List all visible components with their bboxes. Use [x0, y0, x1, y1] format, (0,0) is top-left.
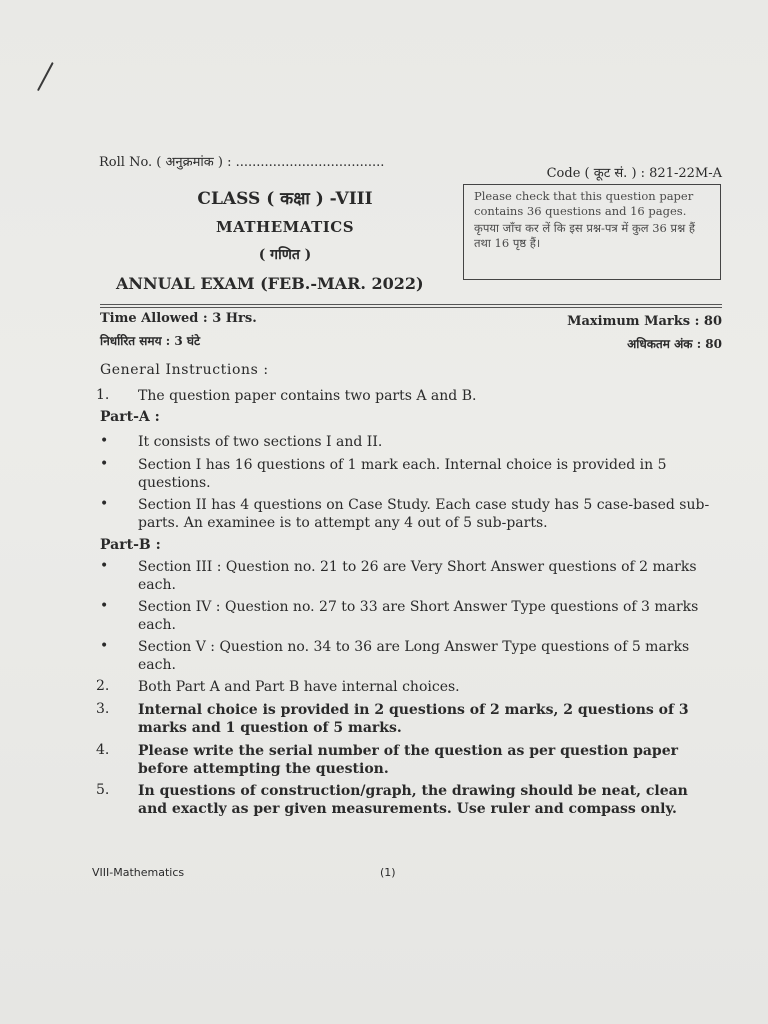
maximum-marks-hindi: अधिकतम अंक : 80 [627, 337, 722, 351]
bullet-marker: • [100, 558, 109, 574]
time-allowed: Time Allowed : 3 Hrs. [100, 311, 257, 326]
question-count-note-box [463, 184, 721, 280]
part-b-heading: Part-B : [100, 537, 161, 553]
footer-subject: VIII-Mathematics [92, 866, 185, 879]
instructions-heading: General Instructions : [100, 362, 269, 378]
note-hindi: कृपया जाँच कर लें कि इस प्रश्न-पत्र में कुल 36 प्रश्न हैं तथा 16 पृष्ठ हैं। [474, 221, 695, 250]
roll-number-line: Roll No. ( अनुक्रमांक ) : .................................... [99, 155, 385, 170]
note-english: Please check that this question paper contains 36 questions and 16 pages. [474, 189, 694, 218]
header-divider-top [100, 304, 722, 305]
bullet-marker: • [100, 456, 109, 472]
instruction-item: Both Part A and Part B have internal choices. [138, 679, 460, 695]
instruction-item: Internal choice is provided in 2 questions of 2 marks, 2 questions of 3 marks and 1 question of 5 marks. [138, 702, 689, 736]
part-a-item: It consists of two sections I and II. [138, 434, 383, 450]
exam-title: ANNUAL EXAM (FEB.-MAR. 2022) [116, 274, 424, 293]
bullet-marker: • [100, 598, 109, 614]
part-a-item: Section I has 16 questions of 1 mark each. Internal choice is provided in 5 questions. [138, 457, 667, 491]
part-b-item: Section III : Question no. 21 to 26 are Very Short Answer questions of 2 marks each. [138, 559, 697, 593]
class-title: CLASS ( कक्षा ) -VIII [197, 189, 373, 209]
instruction-number: 4. [96, 742, 110, 758]
header-divider-bottom [100, 307, 722, 308]
instruction-number: 2. [96, 678, 110, 694]
instruction-item: Please write the serial number of the question as per question paper before attempting the question. [138, 743, 679, 777]
instruction-number: 5. [96, 782, 110, 798]
part-b-item: Section V : Question no. 34 to 36 are Long Answer Type questions of 5 marks each. [138, 639, 690, 673]
time-allowed-hindi: निर्धारित समय : 3 घंटे [100, 334, 200, 348]
part-a-heading: Part-A : [100, 409, 160, 425]
part-b-item: Section IV : Question no. 27 to 33 are Short Answer Type questions of 3 marks each. [138, 599, 699, 633]
maximum-marks: Maximum Marks : 80 [567, 314, 722, 329]
subject-title-hindi: ( गणित ) [258, 247, 312, 263]
part-a-item: Section II has 4 questions on Case Study. Each case study has 5 case-based sub-parts. An examinee is to attempt any 4 out of 5 sub-parts. [138, 497, 710, 531]
instruction-item: The question paper contains two parts A and B. [138, 388, 477, 404]
instruction-item: In questions of construction/graph, the drawing should be neat, clean and exactly as per given measurements. Use ruler and compass only. [138, 783, 688, 817]
page-number: (1) [380, 866, 396, 879]
instruction-number: 1. [96, 387, 110, 403]
bullet-marker: • [100, 638, 109, 654]
bullet-marker: • [100, 496, 109, 512]
pen-stroke-mark [37, 62, 54, 91]
subject-title: MATHEMATICS [215, 218, 355, 236]
paper-code: Code ( कूट सं. ) : 821-22M-A [546, 166, 722, 181]
bullet-marker: • [100, 433, 109, 449]
instruction-number: 3. [96, 701, 110, 717]
